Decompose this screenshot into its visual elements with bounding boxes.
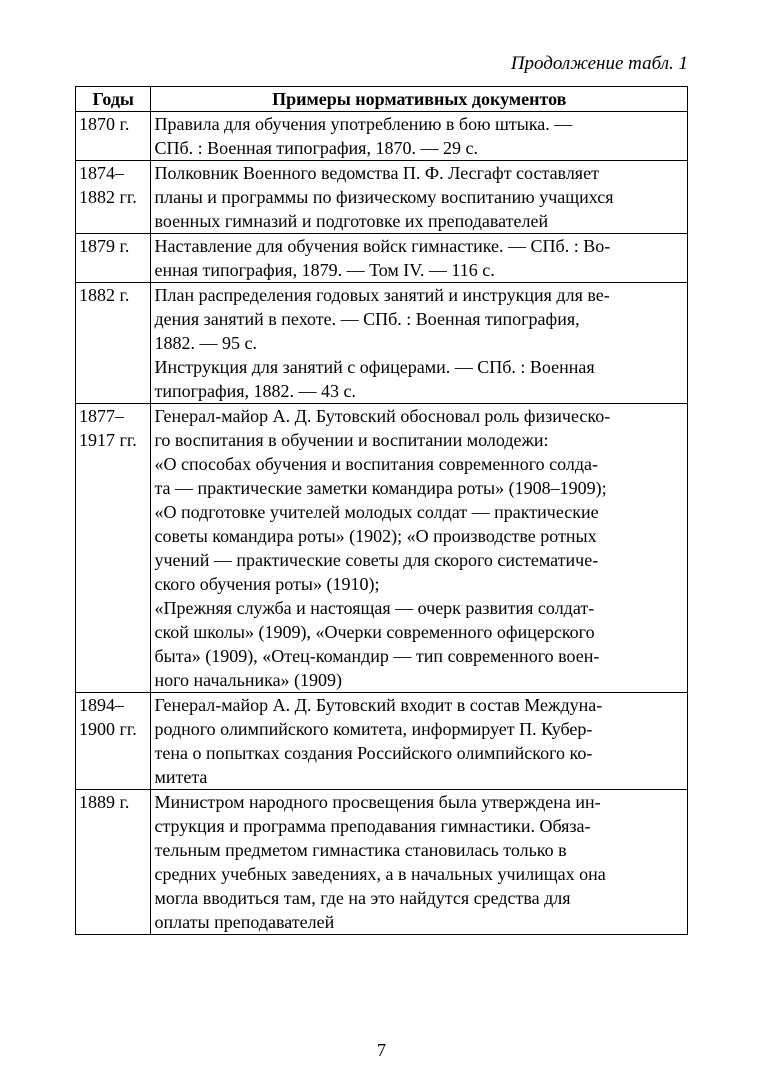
document-line: Правила для обучения употреблению в бою штыка. — [154, 114, 573, 134]
document-line: Министром народного просвещения была утверждена ин- [154, 792, 601, 812]
header-years: Годы [76, 87, 151, 112]
document-line: струкция и программа преподавания гимнастики. Обяза- [154, 816, 591, 836]
year-cell [76, 112, 151, 161]
table-row [76, 693, 688, 790]
document-line: та — практические заметки командира роты» (1908–1909); [154, 478, 607, 498]
table-row [76, 112, 688, 161]
document-cell [151, 283, 688, 404]
year-line: 1870 г. [79, 114, 130, 134]
document-line: «О способах обучения и воспитания современного солда- [154, 454, 598, 474]
table-row [76, 161, 688, 234]
year-cell [76, 283, 151, 404]
document-cell [151, 161, 688, 234]
document-line: планы и программы по физическому воспитанию учащихся [154, 187, 614, 207]
document-line: оплаты преподавателей [154, 912, 335, 932]
year-line: 1882 г. [79, 285, 130, 305]
document-line: военных гимназий и подготовке их преподавателей [154, 211, 549, 231]
document-line: Инструкция для занятий с офицерами. — СПб. : Военная [154, 357, 595, 377]
table-row [76, 790, 688, 935]
document-line: митета [154, 767, 208, 787]
year-cell [76, 404, 151, 693]
document-line: ского обучения роты» (1910); [154, 574, 380, 594]
document-line: Генерал-майор А. Д. Бутовский входит в состав Междуна- [154, 695, 603, 715]
document-line: ного начальника» (1909) [154, 670, 343, 690]
year-line: 1879 г. [79, 236, 130, 256]
year-cell [76, 790, 151, 935]
table-caption: Продолжение табл. 1 [510, 53, 688, 74]
document-line: Наставление для обучения войск гимнастике. — СПб. : Во- [154, 236, 611, 256]
document-line: тельным предметом гимнастика становилась только в [154, 840, 567, 860]
document-cell [151, 112, 688, 161]
document-line: Генерал-майор А. Д. Бутовский обосновал роль физическо- [154, 406, 611, 426]
document-line: родного олимпийского комитета, информирует П. Кубер- [154, 719, 593, 739]
year-cell [76, 693, 151, 790]
document-line: Полковник Военного ведомства П. Ф. Лесгафт составляет [154, 163, 599, 183]
document-line: 1882. — 95 с. [154, 333, 257, 353]
table-row [76, 283, 688, 404]
document-line: средних учебных заведениях, а в начальных училищах она [154, 864, 606, 884]
year-cell [76, 161, 151, 234]
year-line: 1877– [79, 406, 124, 426]
year-line: 1917 гг. [79, 430, 137, 450]
document-line: го воспитания в обучении и воспитании молодежи: [154, 430, 549, 450]
documents-table [75, 86, 688, 935]
table-row [76, 234, 688, 283]
page-number: 7 [377, 1040, 386, 1060]
document-line: учений — практические советы для скорого систематиче- [154, 550, 599, 570]
document-cell [151, 693, 688, 790]
header-documents: Примеры нормативных документов [151, 87, 688, 112]
year-cell [76, 234, 151, 283]
document-cell [151, 790, 688, 935]
document-line: ской школы» (1909), «Очерки современного офицерского [154, 622, 595, 642]
document-line: могла вводиться там, где на это найдутся средства для [154, 888, 571, 908]
document-line: советы командира роты» (1902); «О производстве ротных [154, 526, 597, 546]
document-line: енная типография, 1879. — Том IV. — 116 с. [154, 260, 495, 280]
year-line: 1889 г. [79, 792, 130, 812]
table-body [76, 112, 688, 935]
document-line: План распределения годовых занятий и инструкция для ве- [154, 285, 610, 305]
document-line: тена о попытках создания Российского олимпийского ко- [154, 743, 593, 763]
document-line: «О подготовке учителей молодых солдат — практические [154, 502, 599, 522]
document-line: быта» (1909), «Отец-командир — тип современного воен- [154, 646, 600, 666]
table-row [76, 404, 688, 693]
document-cell [151, 404, 688, 693]
document-cell [151, 234, 688, 283]
document-line: СПб. : Военная типография, 1870. — 29 с. [154, 138, 478, 158]
table-header-row [76, 87, 688, 112]
year-line: 1900 гг. [79, 719, 137, 739]
year-line: 1894– [79, 695, 124, 715]
year-line: 1882 гг. [79, 187, 137, 207]
document-line: «Прежняя служба и настоящая — очерк развития солдат- [154, 598, 595, 618]
document-line: дения занятий в пехоте. — СПб. : Военная типография, [154, 309, 580, 329]
year-line: 1874– [79, 163, 124, 183]
document-line: типография, 1882. — 43 с. [154, 381, 357, 401]
